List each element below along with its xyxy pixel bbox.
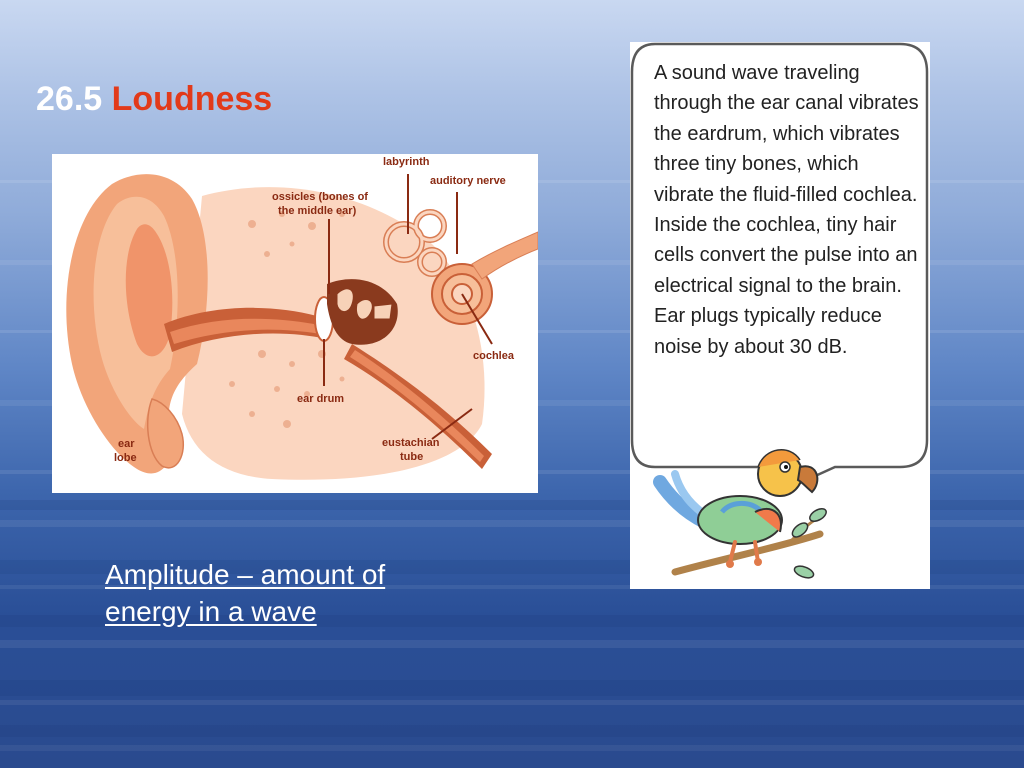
amplitude-definition: Amplitude – amount of energy in a wave bbox=[105, 559, 386, 627]
label-labyrinth: labyrinth bbox=[383, 156, 430, 168]
speech-bubble-panel bbox=[630, 42, 930, 589]
ear-anatomy-diagram bbox=[52, 154, 538, 493]
speech-bubble-text: A sound wave traveling through the ear canal vibrates the eardrum, which vibrates three tiny bones, which vibrate the fluid-filled cochlea. Inside the cochlea, tiny hair cells convert the pulse into an electrical signal to the brain. Ear plugs typically reduce noise by about 30 dB. bbox=[654, 62, 919, 358]
label-ossicles-line2: the middle ear) bbox=[278, 205, 357, 217]
label-ear-lobe-line2: lobe bbox=[114, 452, 137, 464]
label-auditory-nerve: auditory nerve bbox=[430, 175, 506, 187]
label-ear-drum: ear drum bbox=[297, 393, 345, 405]
title-word: Loudness bbox=[111, 80, 273, 118]
section-number: 26.5 bbox=[36, 80, 103, 118]
label-eustachian-line1: eustachian bbox=[382, 437, 440, 449]
parrot-illustration bbox=[660, 450, 828, 580]
label-ossicles-line1: ossicles (bones of bbox=[272, 191, 368, 203]
label-eustachian-line2: tube bbox=[400, 451, 424, 463]
slide-title bbox=[36, 80, 272, 119]
label-ear-lobe-line1: ear bbox=[118, 438, 135, 450]
label-cochlea: cochlea bbox=[473, 350, 514, 362]
